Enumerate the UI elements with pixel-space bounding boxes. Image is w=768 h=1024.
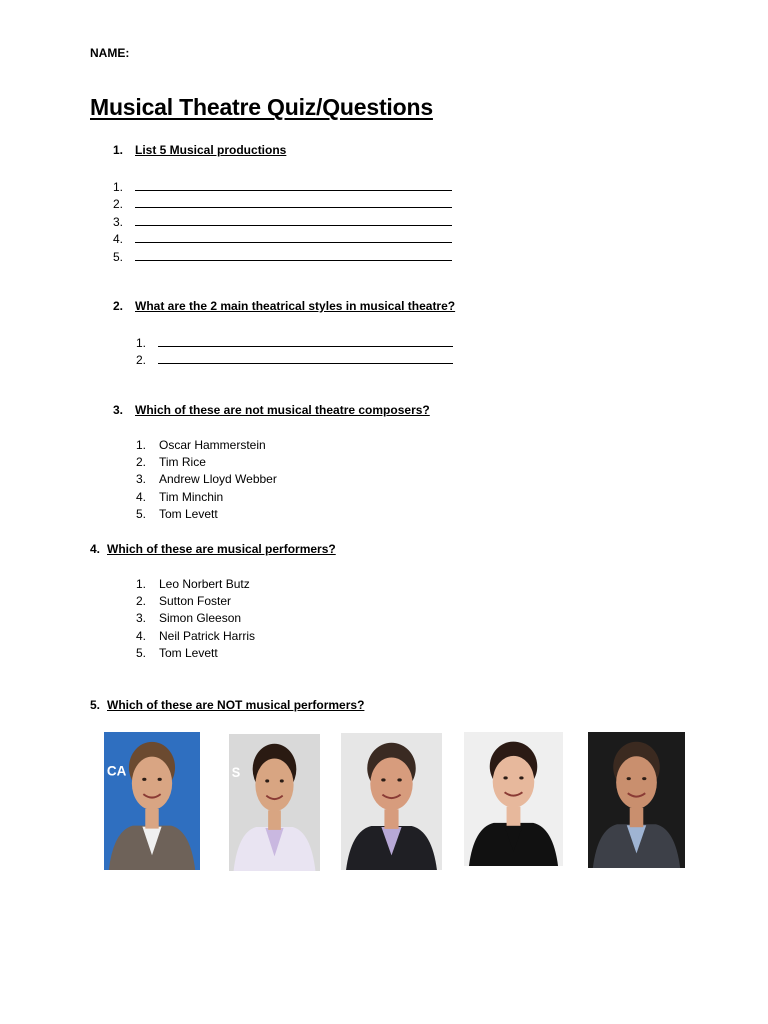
option-item [136,627,255,644]
question-number: 5. [90,698,101,712]
option-number: 3. [136,472,147,487]
blank-line[interactable] [158,345,453,347]
option-item [136,471,277,488]
options-q3 [136,436,277,522]
question-text: Which of these are musical performers? [107,542,336,556]
option-label: Tom Levett [159,645,218,660]
page-title: Musical Theatre Quiz/Questions [90,94,433,120]
options-q4 [136,575,255,661]
performer-photo-2 [229,734,320,871]
photo-eye [519,776,523,779]
blank-line[interactable] [158,362,453,364]
option-item [136,453,277,470]
performer-photo-5 [588,732,685,868]
option-item [136,610,255,627]
option-item [136,575,255,592]
answer-blanks-q1 [113,176,452,264]
blank-line[interactable] [135,224,452,226]
answer-blank[interactable] [113,211,452,229]
option-label: Tim Rice [159,454,206,469]
photo-neck [507,807,521,826]
question-number: 1. [113,143,124,157]
photo-banner-text: S [231,764,241,781]
question-text: List 5 Musical productions [135,143,287,157]
photo-eye [142,778,146,781]
answer-blank[interactable] [136,332,453,350]
question-4 [90,542,336,556]
photo-eye [397,778,401,781]
option-item [136,505,277,522]
question-1 [113,143,286,157]
performer-photo-1 [104,732,200,870]
photo-eye [280,779,284,782]
performer-photo-4 [464,732,563,866]
option-number: 1. [136,437,147,452]
option-item [136,488,277,505]
option-label: Oscar Hammerstein [159,437,266,452]
blank-line[interactable] [135,206,452,208]
performer-photo-3 [341,733,442,870]
photo-neck [145,809,158,829]
blank-number: 4. [113,232,124,246]
blank-line[interactable] [135,189,452,191]
option-number: 4. [136,489,147,504]
option-item [136,436,277,453]
photo-eye [503,776,507,779]
answer-blanks-q2 [136,332,453,367]
question-text: Which of these are NOT musical performers? [107,698,365,712]
photo-neck [268,810,281,830]
photo-face [493,756,535,808]
option-number: 5. [136,645,147,660]
option-number: 1. [136,576,147,591]
blank-number: 3. [113,214,124,229]
answer-blank[interactable] [113,194,452,212]
option-item [136,644,255,661]
answer-blank[interactable] [136,350,453,368]
option-number: 2. [136,593,147,608]
photo-face [616,756,657,808]
option-label: Sutton Foster [159,593,232,608]
option-number: 5. [136,506,147,521]
photo-neck [384,809,398,829]
photo-face [132,757,172,810]
blank-number: 2. [113,197,124,211]
photo-eye [265,779,269,782]
option-label: Simon Gleeson [159,611,242,626]
photo-eye [158,778,162,781]
option-item [136,592,255,609]
question-number: 2. [113,299,124,313]
photo-eye [642,777,646,780]
name-label: NAME: [90,46,130,60]
photo-banner-text: CA [106,763,127,779]
answer-blank[interactable] [113,246,452,264]
photo-neck [630,808,644,827]
question-text: What are the 2 main theatrical styles in musical theatre? [135,299,456,313]
option-label: Andrew Lloyd Webber [159,472,277,487]
question-text: Which of these are not musical theatre composers? [135,403,430,417]
photo-face [255,758,293,811]
blank-line[interactable] [135,241,452,243]
blank-number: 2. [136,353,147,367]
question-number: 3. [113,403,124,417]
option-number: 4. [136,628,147,643]
photo-eye [627,777,631,780]
blank-number: 1. [113,179,124,194]
question-number: 4. [90,542,101,556]
question-5 [90,698,364,712]
question-3 [113,403,430,417]
blank-line[interactable] [135,259,452,261]
blank-number: 1. [136,335,147,350]
option-label: Tom Levett [159,506,218,521]
photo-eye [381,778,385,781]
answer-blank[interactable] [113,176,452,194]
photo-face [370,757,412,810]
option-label: Leo Norbert Butz [159,576,250,591]
question-2 [113,299,455,313]
answer-blank[interactable] [113,229,452,247]
option-label: Tim Minchin [159,489,224,504]
option-number: 3. [136,611,147,626]
option-number: 2. [136,454,147,469]
option-label: Neil Patrick Harris [159,628,256,643]
blank-number: 5. [113,249,124,264]
